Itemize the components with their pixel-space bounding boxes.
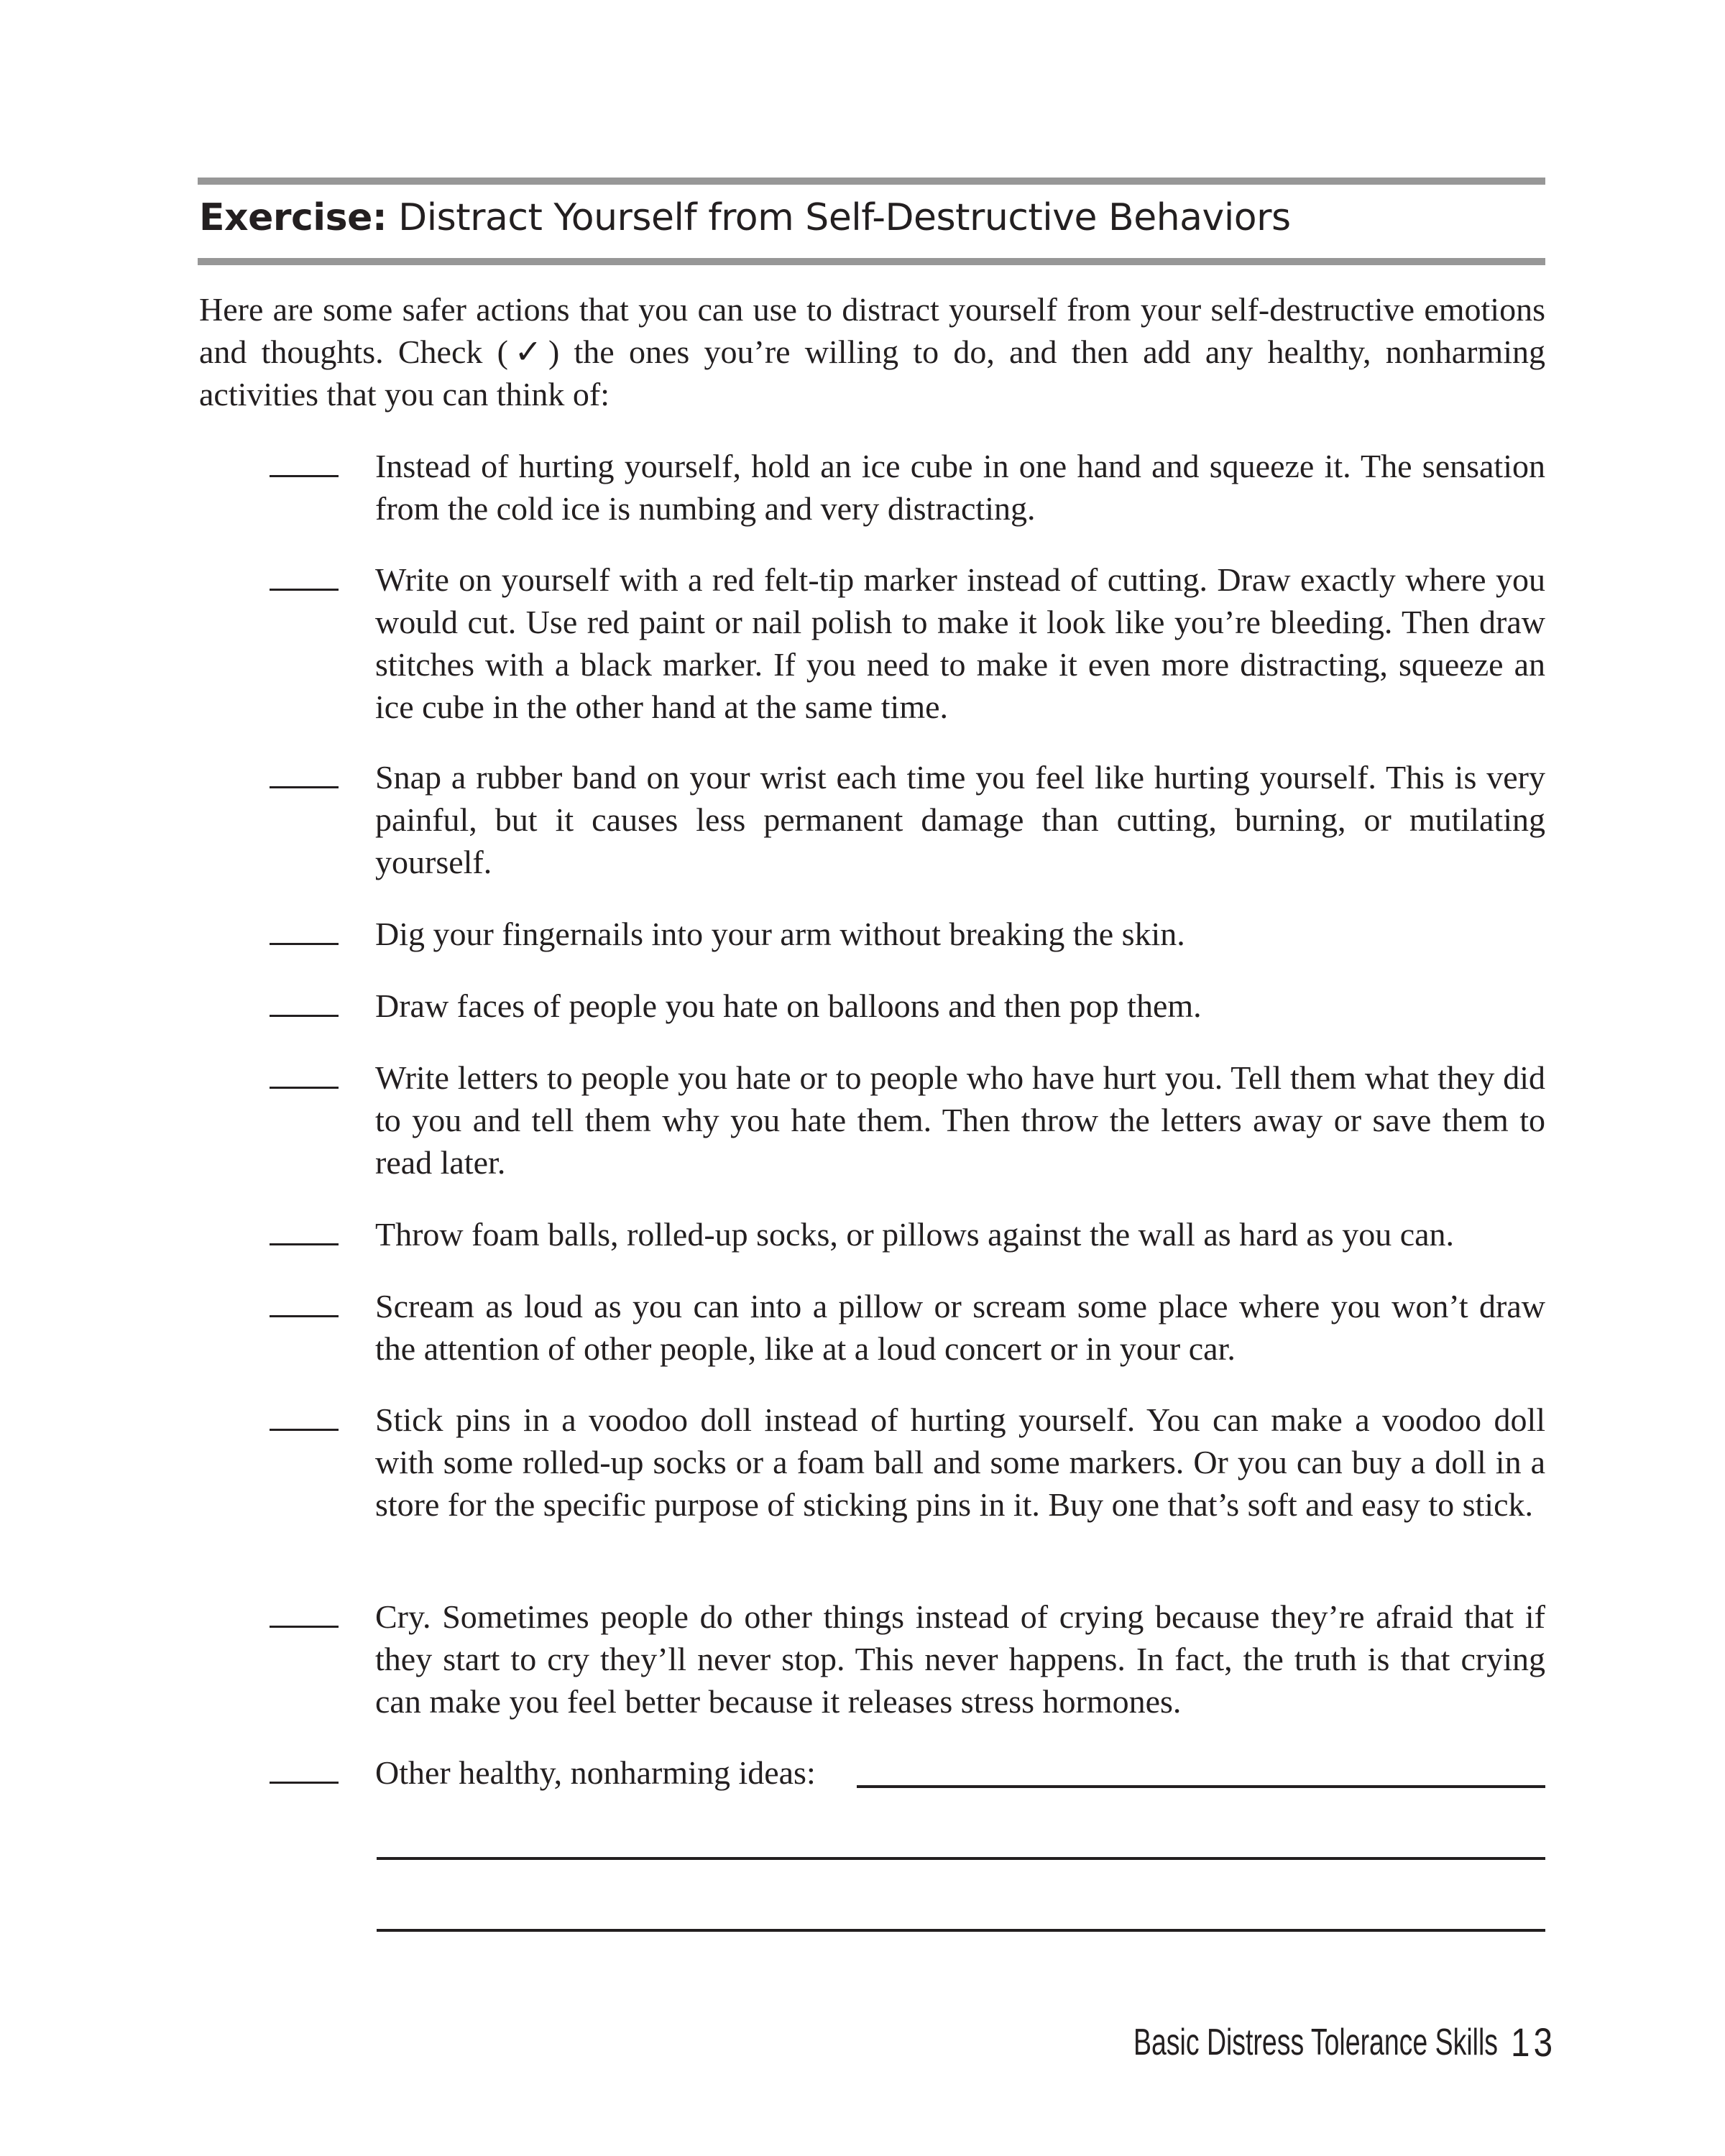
other-ideas-input-line[interactable]: [857, 1785, 1545, 1788]
other-ideas-extra-line-1[interactable]: [377, 1857, 1545, 1860]
checklist-item-text: Draw faces of people you hate on balloons and then pop them.: [375, 987, 1202, 1024]
checklist-item-text: Throw foam balls, rolled-up socks, or pillows against the wall as hard as you can.: [375, 1216, 1455, 1253]
check-blank[interactable]: [270, 1315, 339, 1317]
page-number: 13: [1511, 2019, 1557, 2065]
other-ideas-extra-line-2[interactable]: [377, 1929, 1545, 1932]
check-blank[interactable]: [270, 1626, 339, 1628]
check-blank[interactable]: [270, 1429, 339, 1431]
page-title: [199, 193, 1291, 243]
intro-paragraph: Here are some safer actions that you can use to distract yourself from your self-destructive emotions and thoughts. Check (✓) the ones you’re willing to do, and then add any healthy, nonharming activities that you can think of:: [199, 291, 1545, 413]
check-blank[interactable]: [270, 1087, 339, 1089]
checklist-item-text: Dig your fingernails into your arm without breaking the skin.: [375, 916, 1185, 952]
check-blank[interactable]: [270, 1782, 339, 1784]
exercise-title: Distract Yourself from Self-Destructive Behaviors: [398, 196, 1291, 239]
footer-section-title: Basic Distress Tolerance Skills: [1133, 2022, 1499, 2063]
check-blank[interactable]: [270, 943, 339, 945]
check-blank[interactable]: [270, 786, 339, 788]
other-ideas-label: Other healthy, nonharming ideas:: [375, 1754, 816, 1791]
check-blank[interactable]: [270, 1243, 339, 1245]
check-blank[interactable]: [270, 589, 339, 591]
checklist-item-text: Snap a rubber band on your wrist each time you feel like hurting yourself. This is very painful, but it causes less permanent damage than cutting, burning, or mutilating yourself.: [375, 759, 1545, 880]
checklist-item-text: Stick pins in a voodoo doll instead of hurting yourself. You can make a voodoo doll with some rolled-up socks or a foam ball and some markers. Or you can buy a doll in a store for the specific purpose of sticking pins in it. Buy one that’s soft and easy to stick.: [375, 1401, 1545, 1523]
check-blank[interactable]: [270, 1015, 339, 1017]
checklist-item-text: Write letters to people you hate or to people who have hurt you. Tell them what they did to you and tell them why you hate them. Then throw the letters away or save them to read later.: [375, 1059, 1545, 1181]
checklist-item-text: Write on yourself with a red felt-tip marker instead of cutting. Draw exactly where you would cut. Use red paint or nail polish to make it look like you’re bleeding. Then draw stitches with a black marker. If you need to make it even more distracting, squeeze an ice cube in the other hand at the same time.: [375, 561, 1545, 725]
checklist-item-text: Cry. Sometimes people do other things instead of crying because they’re afraid that if they start to cry they’ll never stop. This never happens. In fact, the truth is that crying can make you feel better because it releases stress hormones.: [375, 1598, 1545, 1720]
header-top-rule: [198, 178, 1545, 185]
checklist-item-text: Scream as loud as you can into a pillow or scream some place where you won’t draw the attention of other people, like at a loud concert or in your car.: [375, 1288, 1545, 1367]
header-bottom-rule: [198, 258, 1545, 265]
check-blank[interactable]: [270, 475, 339, 477]
checklist-item-text: Instead of hurting yourself, hold an ice cube in one hand and squeeze it. The sensation from the cold ice is numbing and very distracting.: [375, 448, 1545, 527]
exercise-label: Exercise:: [199, 196, 387, 239]
